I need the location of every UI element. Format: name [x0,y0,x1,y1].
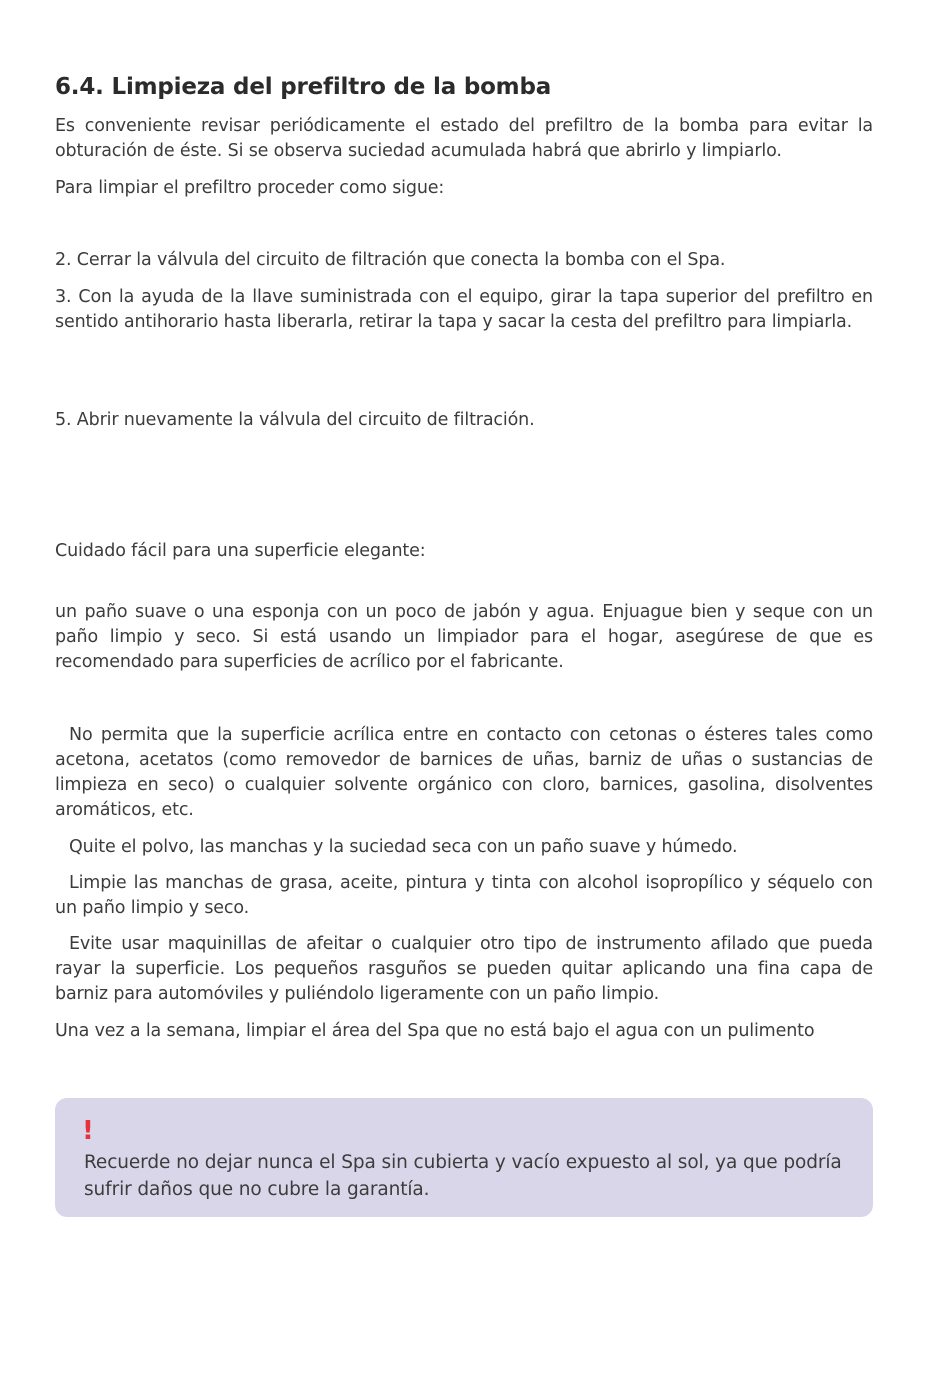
step-2-paragraph: 2. Cerrar la válvula del circuito de filtración que conecta la bomba con el Spa. [55,250,726,270]
procedure-intro-paragraph: Para limpiar el prefiltro proceder como sigue: [55,178,445,198]
care-bullet-3: Limpie las manchas de grasa, aceite, pintura y tinta con alcohol isopropílico y séquelo con un paño limpio y seco. [55,873,873,918]
exclamation-icon: ! [82,1116,94,1146]
warning-notice-text: Recuerde no dejar nunca el Spa sin cubierta y vacío expuesto al sol, ya que podría sufrir daños que no cubre la garantía. [84,1152,842,1200]
care-bullet-1: No permita que la superficie acrílica entre en contacto con cetonas o ésteres tales como acetona, acetatos (como removedor de barnices de uñas, barniz de uñas o sustancias de limpieza en seco) o cualquier solvente orgánico con cloro, barnices, gasolina, disolventes aromáticos, etc. [55,725,873,820]
warning-notice-box [55,1098,873,1217]
care-heading-paragraph: Cuidado fácil para una superficie elegante: [55,541,426,561]
step-5-paragraph: 5. Abrir nuevamente la válvula del circuito de filtración. [55,410,535,430]
care-bullet-2: Quite el polvo, las manchas y la suciedad seca con un paño suave y húmedo. [69,837,738,857]
care-bullet-4: Evite usar maquinillas de afeitar o cualquier otro tipo de instrumento afilado que pueda rayar la superficie. Los pequeños rasguños se pueden quitar aplicando una fina capa de barniz para automóviles y puliéndolo ligeramente con un paño limpio. [55,934,873,1004]
step-3-paragraph: 3. Con la ayuda de la llave suministrada con el equipo, girar la tapa superior del prefiltro en sentido antihorario hasta liberarla, retirar la tapa y sacar la cesta del prefiltro para limpiarla. [55,287,873,332]
section-title: 6.4. Limpieza del prefiltro de la bomba [55,74,552,100]
care-text-paragraph: un paño suave o una esponja con un poco de jabón y agua. Enjuague bien y seque con un paño limpio y seco. Si está usando un limpiador para el hogar, asegúrese de que es recomendado para superficies de acrílico por el fabricante. [55,602,873,672]
weekly-care-paragraph: Una vez a la semana, limpiar el área del Spa que no está bajo el agua con un pulimento [55,1021,815,1041]
intro-paragraph: Es conveniente revisar periódicamente el estado del prefiltro de la bomba para evitar la obturación de éste. Si se observa suciedad acumulada habrá que abrirlo y limpiarlo. [55,116,873,161]
